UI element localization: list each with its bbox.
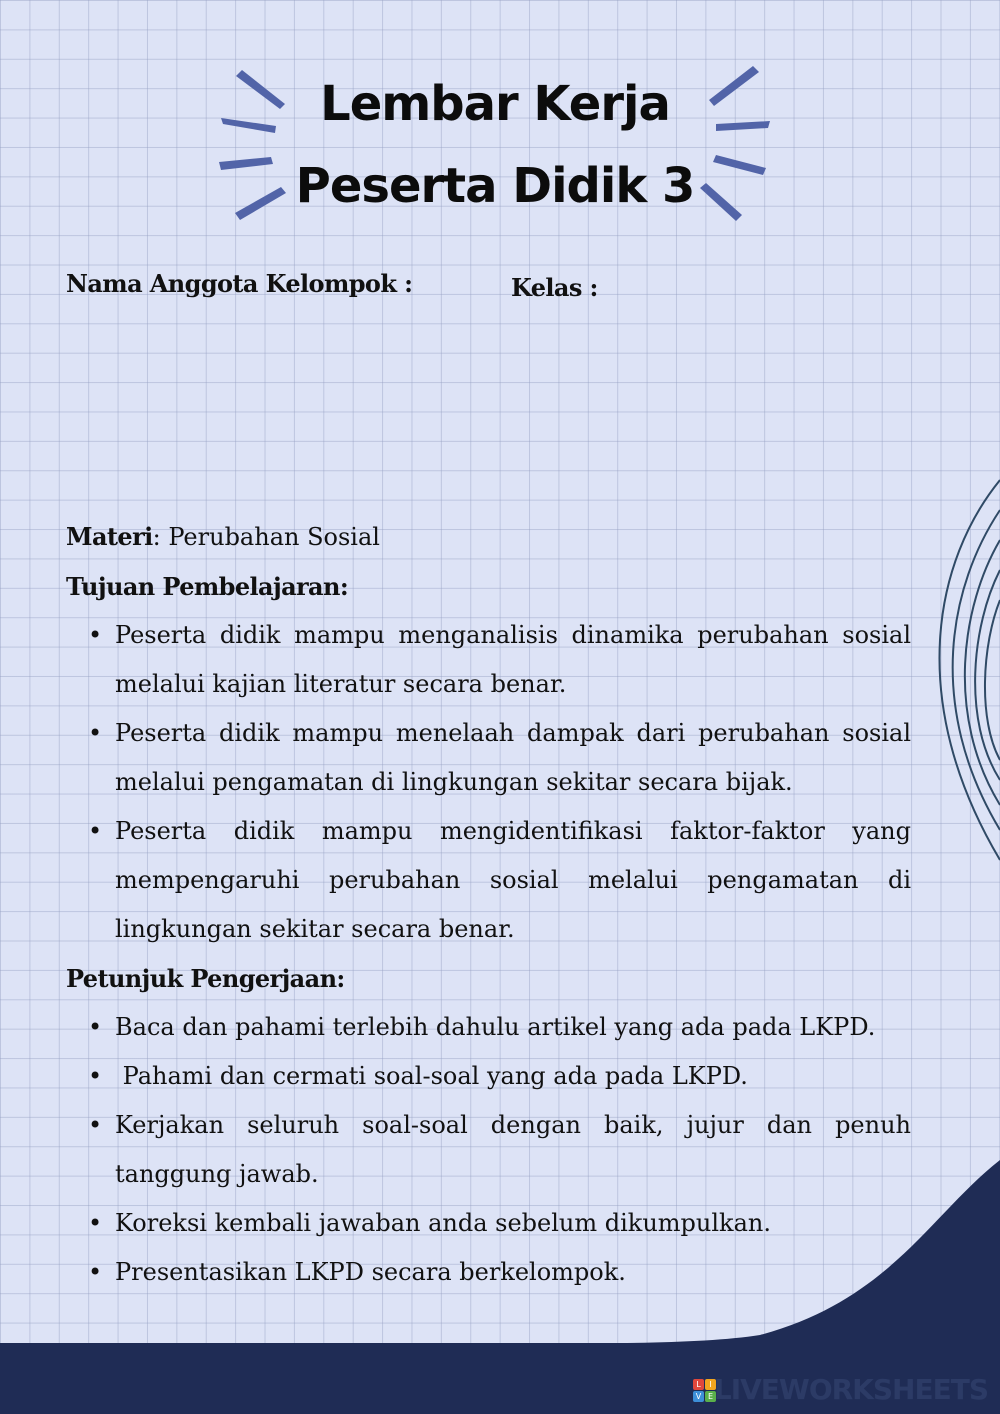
list-item: • Pahami dan cermati soal-soal yang ada pada LKPD. (115, 1052, 911, 1101)
instructions-heading: Petunjuk Pengerjaan: (66, 964, 345, 993)
list-item: • Koreksi kembali jawaban anda sebelum dikumpulkan. (115, 1199, 911, 1248)
list-item: • Baca dan pahami terlebih dahulu artikel yang ada pada LKPD. (115, 1003, 911, 1052)
material-label: Materi (66, 522, 153, 551)
group-members-label: Nama Anggota Kelompok : (66, 269, 413, 298)
logo-letter: V (693, 1391, 704, 1402)
class-label: Kelas : (511, 273, 598, 302)
page-title-line2: Peserta Didik 3 (295, 158, 695, 214)
objectives-list (66, 611, 911, 954)
list-item: • Peserta didik mampu mengidentifikasi faktor-faktor yang mempengaruhi perubahan sosial melalui pengamatan di lingkungan sekitar secara benar. (115, 807, 911, 954)
list-item: • Kerjakan seluruh soal-soal dengan baik, jujur dan penuh tanggung jawab. (115, 1101, 911, 1199)
material-line (66, 512, 911, 562)
list-item: • Peserta didik mampu menelaah dampak dari perubahan sosial melalui pengamatan di lingkungan sekitar secara bijak. (115, 709, 911, 807)
instructions-list (66, 1003, 911, 1297)
liveworksheets-brand[interactable]: LIVEWORKSHEETS (713, 1373, 988, 1406)
page-title-line1: Lembar Kerja (320, 76, 670, 132)
material-value: Perubahan Sosial (160, 523, 380, 551)
worksheet-content (66, 512, 911, 1297)
logo-letter: I (705, 1379, 716, 1390)
list-item: • Peserta didik mampu menganalisis dinamika perubahan sosial melalui kajian literatur secara benar. (115, 611, 911, 709)
material-separator: : (152, 523, 161, 551)
list-item: • Presentasikan LKPD secara berkelompok. (115, 1248, 911, 1297)
logo-letter: L (693, 1379, 704, 1390)
objectives-heading: Tujuan Pembelajaran: (66, 572, 349, 601)
logo-letter: E (705, 1391, 716, 1402)
